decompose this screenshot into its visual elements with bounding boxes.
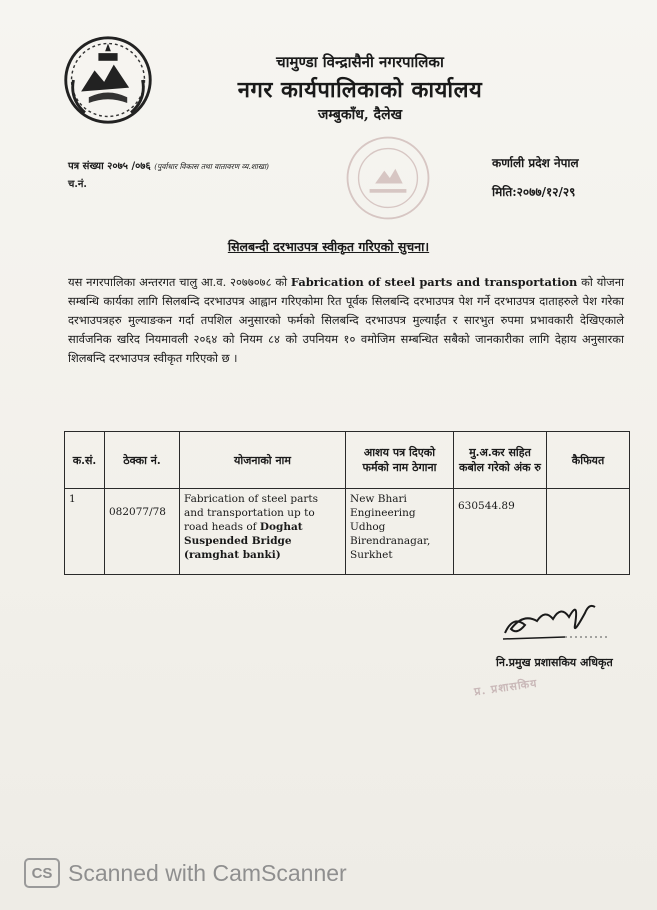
camscanner-logo-icon: CS: [24, 858, 60, 888]
nepal-emblem-icon: [60, 32, 156, 128]
table-header-row: [65, 432, 630, 489]
office-seal-icon: [342, 132, 434, 224]
body-project-title: Fabrication of steel parts and transportation: [290, 275, 578, 289]
signatory-title: नि.प्रमुख प्रशासकिय अधिकृत: [496, 656, 613, 669]
cell-firm: New Bhari Engineering Udhog Birendranagar, Surkhet: [346, 489, 454, 575]
cell-remarks: [547, 489, 630, 575]
col-header-sn: क.सं.: [65, 432, 105, 489]
province-name: कर्णाली प्रदेश नेपाल: [492, 156, 579, 170]
col-header-amount: मु.अ.कर सहित कबोल गरेको अंक रु: [454, 432, 547, 489]
scanner-watermark: [24, 858, 347, 888]
document-date: मिति:२०७७/१२/२९: [492, 185, 576, 199]
cell-project-plain: Fabrication of steel parts and transportation up to road heads of: [184, 493, 318, 533]
notice-subject: [68, 238, 589, 255]
body-part-2: को योजना सम्बन्धि कार्यका लागि सिलबन्दि दरभाउपत्र आह्वान गरिएकोमा रित पूर्वक सिलबन्दि दरभाउपत्र पेश गर्ने दरभाउपत्र दाताहरुले पेश गरेका दरभाउपत्रहरु मुल्याङकन गर्दा तपशिल अनुसारको फर्मको सिलबन्दि दरभाउपत्र मुल्याईंत र सारभुत रुपमा प्रभावकारी देखिएकाले सार्वजनिक खरिद नियमावली २०६४ को नियम ८४ को उपनियम १० वमोजिम सम्बन्धित सबैको जानकारीका लागि देहाय अनुसारका शिलबन्दि दरभाउपत्र स्वीकृत गरिएको छ ।: [68, 275, 624, 365]
cell-amount: 630544.89: [454, 489, 547, 575]
table-row: [65, 489, 630, 575]
body-part-1: यस नगरपालिका अन्तरगत चालु आ.व. २०७७०७८ को: [68, 275, 291, 289]
notice-subject-text: सिलबन्दी दरभाउपत्र स्वीकृत गरिएको सुचना।: [227, 239, 430, 254]
faded-designation-stamp: प्र. प्रशासकिय: [473, 676, 539, 699]
notice-body: [68, 273, 624, 368]
cell-project: [180, 489, 346, 575]
signature-icon: [495, 595, 615, 645]
col-header-contract: ठेक्का नं.: [105, 432, 180, 489]
municipality-name: चामुण्डा विन्द्रासैनी नगरपालिका: [276, 53, 444, 71]
cell-project-bold: Doghat Suspended Bridge (ramghat banki): [184, 521, 303, 561]
col-header-remarks: कैफियत: [547, 432, 630, 489]
office-location: जम्बुकाँध, दैलेख: [317, 107, 403, 123]
letter-number-value: पत्र संख्या २०७५ /०७६: [68, 161, 151, 172]
dispatch-number: च.नं.: [68, 179, 87, 190]
award-table: [64, 431, 630, 575]
cell-contract-no: 082077/78: [105, 489, 180, 575]
col-header-firm: आशय पत्र दिएको फर्मको नाम ठेगाना: [346, 432, 454, 489]
letter-section-note: (पुर्वाधार विकास तथा वातावरण व्य.शाखा): [154, 162, 269, 171]
office-title: नगर कार्यपालिकाको कार्यालय: [237, 77, 483, 103]
scanner-watermark-text: Scanned with CamScanner: [68, 859, 347, 886]
cell-sn: 1: [65, 489, 105, 575]
col-header-project: योजनाको नाम: [180, 432, 346, 489]
letter-number: [68, 158, 269, 172]
